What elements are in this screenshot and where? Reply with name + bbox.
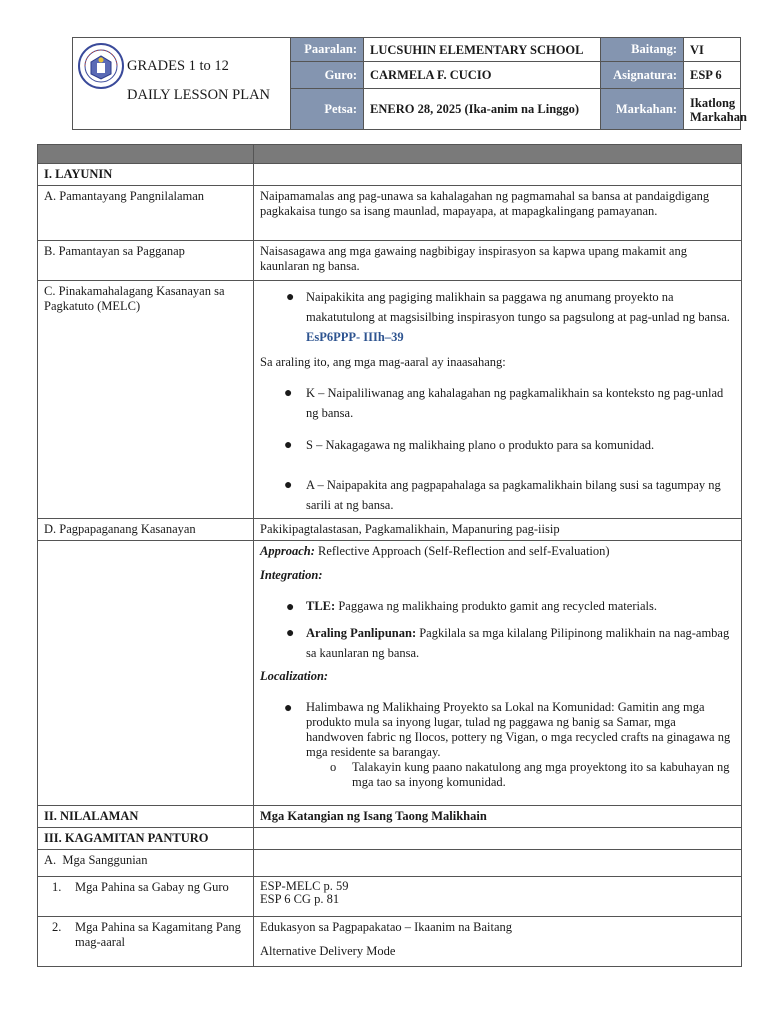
list-item [260,475,735,515]
item-number: 2. [52,920,62,934]
kagamitang-magaaral-pages: Edukasyon sa Pagpapakatao – Ikaanim na Baitang Alternative Delivery Mode [254,917,742,967]
gabay-guro-label: 1. Mga Pahina sa Gabay ng Guro [38,877,254,917]
table-row [38,850,742,877]
integration-text: Paggawa ng malikhaing produkto gamit ang recycled materials. [338,599,657,613]
melc-intro: Sa araling ito, ang mga mag-aaral ay inaasahang: [260,355,506,369]
pamantayang-pangnilalaman-text: Naipamamalas ang pag-unawa sa kahalagahan ng pagmamahal sa bansa at pandaigdigang pagkakaisa tungo sa isang maunlad, mapayapa, at mapagkalingang pamayanan. [254,186,742,241]
deped-seal-icon [77,42,125,90]
table-row [38,541,742,806]
table-row [38,241,742,281]
integration-subject: Araling Panlipunan: [306,626,417,640]
table-row [38,164,742,186]
petsa-label: Petsa: [290,88,364,130]
list-item [260,435,735,455]
pamantayan-pagganap-label: B. Pamantayan sa Pagganap [38,241,254,281]
localization-label: Localization: [260,669,329,683]
list-item [260,287,735,347]
bullet-icon: ● [284,438,293,453]
grades-title: GRADES 1 to 12 [127,58,229,74]
sanggunian-label: A. Mga Sanggunian [38,850,254,877]
objective-attitude: A – Naipapakita ang pagpapahalaga sa pagkamalikhain bilang susi sa tagumpay ng sarili at ng bansa. [306,478,721,512]
list-item [260,383,735,423]
localization-subtext: Talakayin kung paano nakatulong ang mga proyektong ito sa kabuhayan ng mga tao sa inyong komunidad. [352,760,730,789]
table-row [38,917,742,967]
table-row [38,281,742,519]
nilalaman-heading: II. NILALAMAN [38,806,254,828]
lesson-plan-table [37,144,742,967]
paaralan-label: Paaralan: [290,37,364,62]
baitang-value: VI [683,37,741,62]
sub-bullet-icon: o [330,760,337,774]
table-row [38,186,742,241]
bullet-icon: ● [284,701,293,716]
table-header-row [38,145,742,164]
approach-text: Reflective Approach (Self-Reflection and self-Evaluation) [318,544,610,558]
melc-label: C. Pinakamahalagang Kasanayan sa Pagkatuto (MELC) [38,281,254,519]
melc-competency: Naipakikita ang pagiging malikhain sa paggawa ng anumang proyekto na makatutulong at magsisilbing inspirasyon tungo sa pagsulong at pag-unlad ng bansa. [306,290,730,324]
layunin-heading: I. LAYUNIN [38,164,254,186]
approach-content [254,541,742,806]
pagpapaganang-kasanayan-text: Pakikipagtalastasan, Pagkamalikhain, Mapanuring pag-iisip [254,519,742,541]
asignatura-label: Asignatura: [600,61,684,89]
list-item [260,700,735,760]
melc-code: EsP6PPP- IIIh–39 [306,330,404,344]
melc-content [254,281,742,519]
kagamitan-heading: III. KAGAMITAN PANTURO [38,828,254,850]
integration-subject: TLE: [306,599,336,613]
table-row [38,877,742,917]
kagamitang-magaaral-label: 2. Mga Pahina sa Kagamitang Pang mag-aaral [38,917,254,967]
guro-label: Guro: [290,61,364,89]
pamantayan-pagganap-text: Naisasagawa ang mga gawaing nagbibigay inspirasyon sa kapwa upang makamit ang kaunlaran ng bansa. [254,241,742,281]
list-item [260,760,735,790]
bullet-icon: ● [284,478,293,493]
localization-text: Halimbawa ng Malikhaing Proyekto sa Lokal na Komunidad: Gamitin ang mga produkto mula sa inyong lugar, tulad ng paggawa ng banig sa Samar, mga handwoven fabric ng Ilocos, pottery ng Vigan, o mga recycled crafts na ginagawa ng mga residente sa barangay. [306,700,731,759]
table-row [38,806,742,828]
table-row [38,828,742,850]
markahan-label: Markahan: [600,88,684,130]
daily-lesson-plan-title: DAILY LESSON PLAN [127,87,271,103]
objective-skill: S – Nakagagawa ng malikhaing plano o produkto para sa komunidad. [306,438,655,452]
paaralan-value: LUCSUHIN ELEMENTARY SCHOOL [363,37,601,62]
table-row [38,519,742,541]
petsa-value: ENERO 28, 2025 (Ika-anim na Linggo) [363,88,601,130]
integration-label: Integration: [260,568,323,582]
list-item [260,623,735,663]
integration-text: Pagkilala sa mga kilalang Pilipinong malikhain na nag-ambag sa kaunlaran ng bansa. [306,626,730,660]
objective-knowledge: K – Naipaliliwanag ang kahalagahan ng pagkamalikhain sa konteksto ng pag-unlad ng bansa. [306,386,724,420]
gabay-guro-pages: ESP-MELC p. 59 ESP 6 CG p. 81 [254,877,742,917]
markahan-value: Ikatlong Markahan [683,88,741,130]
guro-value: CARMELA F. CUCIO [363,61,601,89]
approach-label: Approach: [260,544,315,558]
item-number: 1. [52,880,62,894]
baitang-label: Baitang: [600,37,684,62]
pagpapaganang-kasanayan-label: D. Pagpapaganang Kasanayan [38,519,254,541]
bullet-icon: ● [286,290,295,305]
bullet-icon: ● [284,386,293,401]
list-item [260,599,735,614]
bullet-icon: ● [286,600,295,615]
nilalaman-text: Mga Katangian ng Isang Taong Malikhain [254,806,742,828]
pamantayang-pangnilalaman-label: A. Pamantayang Pangnilalaman [38,186,254,241]
asignatura-value: ESP 6 [683,61,741,89]
bullet-icon: ● [286,626,295,641]
